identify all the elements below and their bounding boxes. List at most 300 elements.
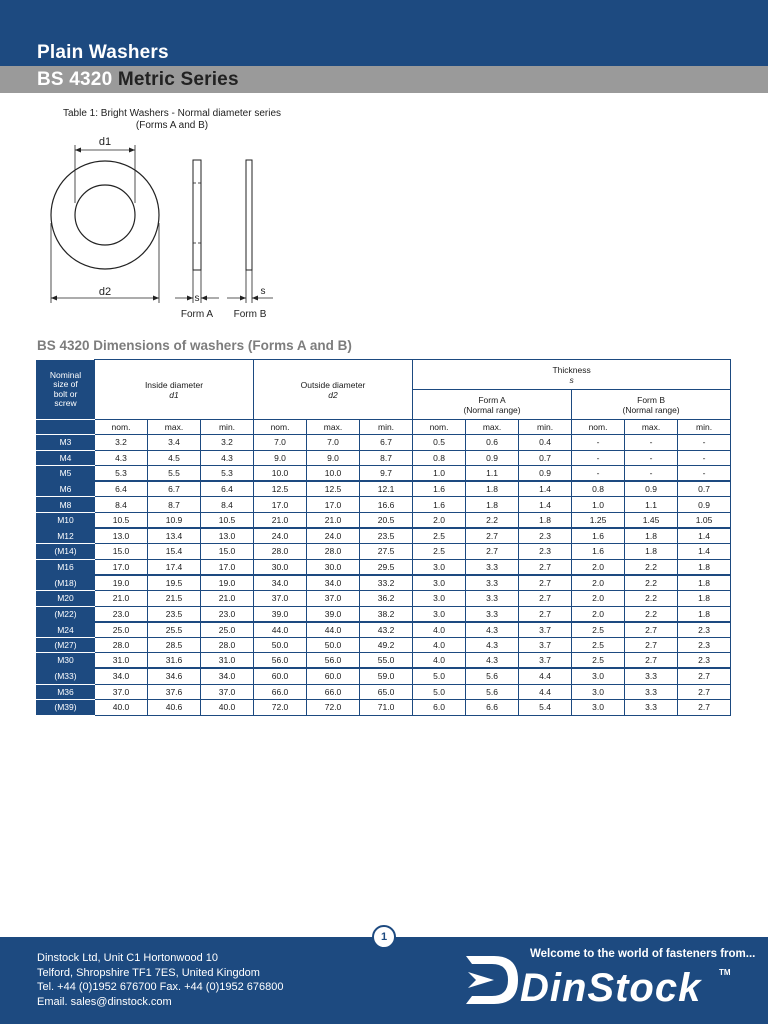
table-cell: 5.4 bbox=[519, 700, 572, 716]
bolt-size-cell: (M18) bbox=[37, 575, 95, 591]
table-cell: 2.5 bbox=[572, 622, 625, 638]
bolt-size-cell: M4 bbox=[37, 450, 95, 466]
table-cell: 3.0 bbox=[572, 684, 625, 700]
series-name: Metric Series bbox=[117, 69, 239, 90]
table-row bbox=[37, 668, 731, 684]
table-cell: 2.7 bbox=[625, 637, 678, 653]
table-cell: 7.0 bbox=[254, 435, 307, 451]
table-cell: 21.5 bbox=[148, 590, 201, 606]
table-row bbox=[37, 528, 731, 544]
table-cell: 3.7 bbox=[519, 622, 572, 638]
bolt-size-cell: M20 bbox=[37, 590, 95, 606]
table-cell: 3.3 bbox=[625, 700, 678, 716]
table-cell: 4.4 bbox=[519, 684, 572, 700]
table-cell: 28.0 bbox=[307, 544, 360, 560]
table-cell: 0.9 bbox=[625, 481, 678, 497]
table-cell: 2.0 bbox=[572, 559, 625, 575]
col-header-inside-diameter: Inside diameter d1 bbox=[95, 360, 254, 420]
table-cell: 21.0 bbox=[95, 590, 148, 606]
bolt-size-cell: M5 bbox=[37, 466, 95, 482]
table-row bbox=[37, 512, 731, 528]
table-cell: - bbox=[625, 450, 678, 466]
table-cell: 3.3 bbox=[466, 606, 519, 622]
bolt-size-cell: M16 bbox=[37, 559, 95, 575]
table-row bbox=[37, 637, 731, 653]
table-cell: - bbox=[678, 466, 731, 482]
table-cell: 43.2 bbox=[360, 622, 413, 638]
table-cell: 2.2 bbox=[466, 512, 519, 528]
table-cell: 10.9 bbox=[148, 512, 201, 528]
table-cell: - bbox=[625, 435, 678, 451]
table-cell: 71.0 bbox=[360, 700, 413, 716]
table-row bbox=[37, 700, 731, 716]
table-cell: 1.8 bbox=[678, 590, 731, 606]
table-cell: 3.3 bbox=[466, 590, 519, 606]
table-cell: 2.3 bbox=[678, 622, 731, 638]
table-cell: 0.9 bbox=[678, 497, 731, 513]
table-cell: 23.0 bbox=[95, 606, 148, 622]
table-cell: 2.7 bbox=[466, 528, 519, 544]
table-cell: 8.7 bbox=[148, 497, 201, 513]
table-cell: 2.5 bbox=[572, 637, 625, 653]
table-cell: 1.45 bbox=[625, 512, 678, 528]
table-cell: 9.0 bbox=[254, 450, 307, 466]
diagram-caption-line-2: (Forms A and B) bbox=[135, 120, 209, 131]
table-cell: 25.0 bbox=[95, 622, 148, 638]
table-cell: 4.0 bbox=[413, 653, 466, 669]
table-cell: 66.0 bbox=[254, 684, 307, 700]
table-cell: 1.8 bbox=[466, 481, 519, 497]
table-cell: 0.9 bbox=[466, 450, 519, 466]
table-cell: 10.0 bbox=[307, 466, 360, 482]
table-cell: 4.0 bbox=[413, 622, 466, 638]
table-cell: 1.8 bbox=[625, 544, 678, 560]
table-cell: 24.0 bbox=[307, 528, 360, 544]
sub-header-cell: max. bbox=[625, 420, 678, 435]
bolt-size-cell: M6 bbox=[37, 481, 95, 497]
table-cell: 1.6 bbox=[572, 544, 625, 560]
table-cell: 4.3 bbox=[201, 450, 254, 466]
table-cell: 3.2 bbox=[95, 435, 148, 451]
table-cell: 2.0 bbox=[572, 606, 625, 622]
table-cell: 3.0 bbox=[413, 606, 466, 622]
table-cell: 4.3 bbox=[466, 637, 519, 653]
table-cell: - bbox=[572, 435, 625, 451]
sub-header-cell: nom. bbox=[413, 420, 466, 435]
table-cell: 44.0 bbox=[307, 622, 360, 638]
table-cell: 50.0 bbox=[307, 637, 360, 653]
table-cell: 38.2 bbox=[360, 606, 413, 622]
table-cell: 2.7 bbox=[678, 684, 731, 700]
table-cell: 4.3 bbox=[466, 653, 519, 669]
bolt-size-cell: M3 bbox=[37, 435, 95, 451]
table-cell: 0.5 bbox=[413, 435, 466, 451]
dinstock-emblem-icon bbox=[460, 952, 520, 1008]
table-cell: 39.0 bbox=[254, 606, 307, 622]
address-line-3: Tel. +44 (0)1952 676700 Fax. +44 (0)1952 676800 bbox=[37, 981, 284, 993]
washer-inner-circle bbox=[75, 185, 135, 245]
table-body bbox=[37, 435, 731, 716]
table-cell: 2.2 bbox=[625, 575, 678, 591]
table-cell: 50.0 bbox=[254, 637, 307, 653]
sub-header-cell: min. bbox=[201, 420, 254, 435]
table-cell: 6.7 bbox=[148, 481, 201, 497]
table-cell: 31.0 bbox=[201, 653, 254, 669]
table-cell: 2.2 bbox=[625, 606, 678, 622]
table-row bbox=[37, 622, 731, 638]
table-cell: 30.0 bbox=[307, 559, 360, 575]
table-cell: 2.7 bbox=[519, 559, 572, 575]
table-row bbox=[37, 590, 731, 606]
table-cell: 28.5 bbox=[148, 637, 201, 653]
table-cell: 17.4 bbox=[148, 559, 201, 575]
table-cell: 2.3 bbox=[678, 637, 731, 653]
table-row bbox=[37, 544, 731, 560]
table-cell: 28.0 bbox=[95, 637, 148, 653]
table-cell: 31.6 bbox=[148, 653, 201, 669]
table-cell: 15.0 bbox=[95, 544, 148, 560]
table-cell: 1.1 bbox=[466, 466, 519, 482]
sub-header-cell: nom. bbox=[254, 420, 307, 435]
table-cell: 25.5 bbox=[148, 622, 201, 638]
table-cell: 3.3 bbox=[625, 668, 678, 684]
col-header-outside-diameter: Outside diameter d2 bbox=[254, 360, 413, 420]
table-cell: 2.5 bbox=[413, 528, 466, 544]
table-cell: 10.0 bbox=[254, 466, 307, 482]
table-cell: 2.7 bbox=[678, 700, 731, 716]
table-cell: 1.6 bbox=[413, 481, 466, 497]
bolt-size-cell: M24 bbox=[37, 622, 95, 638]
col-header-form-a: Form A (Normal range) bbox=[413, 390, 572, 420]
table-row bbox=[37, 466, 731, 482]
table-cell: 7.0 bbox=[307, 435, 360, 451]
table-cell: 4.0 bbox=[413, 637, 466, 653]
table-row bbox=[37, 606, 731, 622]
table-cell: 24.0 bbox=[254, 528, 307, 544]
table-cell: 1.05 bbox=[678, 512, 731, 528]
table-cell: 3.0 bbox=[413, 559, 466, 575]
table-cell: 31.0 bbox=[95, 653, 148, 669]
table-cell: 20.5 bbox=[360, 512, 413, 528]
table-cell: 3.0 bbox=[413, 590, 466, 606]
table-cell: 0.7 bbox=[678, 481, 731, 497]
table-cell: 5.3 bbox=[201, 466, 254, 482]
form-b-profile bbox=[246, 160, 252, 270]
table-cell: 19.0 bbox=[201, 575, 254, 591]
table-cell: 33.2 bbox=[360, 575, 413, 591]
table-cell: 2.7 bbox=[466, 544, 519, 560]
table-cell: 34.0 bbox=[201, 668, 254, 684]
table-cell: 6.0 bbox=[413, 700, 466, 716]
table-cell: 8.7 bbox=[360, 450, 413, 466]
table-cell: 3.7 bbox=[519, 637, 572, 653]
address-line-1: Dinstock Ltd, Unit C1 Hortonwood 10 bbox=[37, 952, 218, 964]
table-cell: 1.25 bbox=[572, 512, 625, 528]
sub-header-row bbox=[37, 420, 731, 435]
sub-header-cell: max. bbox=[307, 420, 360, 435]
table-cell: 40.0 bbox=[95, 700, 148, 716]
sub-header-cell: max. bbox=[148, 420, 201, 435]
table-cell: 13.0 bbox=[95, 528, 148, 544]
washer-outer-circle bbox=[51, 161, 159, 269]
col-header-form-b: Form B (Normal range) bbox=[572, 390, 731, 420]
table-cell: 12.5 bbox=[254, 481, 307, 497]
table-cell: 1.8 bbox=[519, 512, 572, 528]
table-cell: 40.0 bbox=[201, 700, 254, 716]
table-cell: 0.8 bbox=[413, 450, 466, 466]
table-cell: 17.0 bbox=[254, 497, 307, 513]
form-a-label: Form A bbox=[180, 309, 214, 320]
table-cell: 15.4 bbox=[148, 544, 201, 560]
table-cell: 2.7 bbox=[519, 590, 572, 606]
table-cell: 37.0 bbox=[95, 684, 148, 700]
table-cell: 2.5 bbox=[572, 653, 625, 669]
table-cell: 17.0 bbox=[201, 559, 254, 575]
d1-label: d1 bbox=[98, 136, 112, 148]
table-cell: 2.7 bbox=[625, 622, 678, 638]
form-a-profile bbox=[193, 160, 201, 270]
table-cell: 0.6 bbox=[466, 435, 519, 451]
table-cell: 0.9 bbox=[519, 466, 572, 482]
table-cell: 4.5 bbox=[148, 450, 201, 466]
table-cell: 1.8 bbox=[678, 606, 731, 622]
table-row bbox=[37, 575, 731, 591]
bolt-size-cell: (M33) bbox=[37, 668, 95, 684]
bolt-size-cell: M36 bbox=[37, 684, 95, 700]
table-cell: 2.3 bbox=[519, 544, 572, 560]
table-cell: 10.5 bbox=[95, 512, 148, 528]
section-heading: BS 4320 Dimensions of washers (Forms A and B) bbox=[37, 338, 352, 353]
table-cell: 1.1 bbox=[625, 497, 678, 513]
table-cell: 5.0 bbox=[413, 684, 466, 700]
table-row bbox=[37, 684, 731, 700]
bolt-size-cell: (M22) bbox=[37, 606, 95, 622]
table-cell: 13.4 bbox=[148, 528, 201, 544]
table-cell: 28.0 bbox=[254, 544, 307, 560]
table-cell: 23.5 bbox=[148, 606, 201, 622]
page-subtitle bbox=[37, 69, 239, 91]
col-header-size: Nominal size of bolt or screw bbox=[37, 360, 95, 420]
table-cell: 1.0 bbox=[413, 466, 466, 482]
table-cell: 29.5 bbox=[360, 559, 413, 575]
table-cell: 60.0 bbox=[254, 668, 307, 684]
table-cell: 30.0 bbox=[254, 559, 307, 575]
table-cell: 72.0 bbox=[254, 700, 307, 716]
table-cell: 39.0 bbox=[307, 606, 360, 622]
table-cell: 8.4 bbox=[95, 497, 148, 513]
bolt-size-cell: (M27) bbox=[37, 637, 95, 653]
welcome-tagline: Welcome to the world of fasteners from... bbox=[530, 948, 756, 960]
table-cell: 17.0 bbox=[95, 559, 148, 575]
table-cell: - bbox=[678, 450, 731, 466]
table-cell: 36.2 bbox=[360, 590, 413, 606]
table-cell: 5.0 bbox=[413, 668, 466, 684]
table-cell: 34.0 bbox=[95, 668, 148, 684]
table-cell: 21.0 bbox=[307, 512, 360, 528]
table-cell: 3.0 bbox=[413, 575, 466, 591]
table-cell: 0.8 bbox=[572, 481, 625, 497]
table-cell: 1.6 bbox=[413, 497, 466, 513]
table-cell: 12.1 bbox=[360, 481, 413, 497]
sub-header-cell: min. bbox=[678, 420, 731, 435]
table-cell: 2.7 bbox=[519, 606, 572, 622]
table-cell: 19.5 bbox=[148, 575, 201, 591]
table-cell: 1.4 bbox=[678, 528, 731, 544]
table-row bbox=[37, 497, 731, 513]
table-cell: 3.2 bbox=[201, 435, 254, 451]
table-cell: 5.6 bbox=[466, 684, 519, 700]
table-cell: - bbox=[572, 450, 625, 466]
company-address bbox=[37, 951, 283, 1009]
table-cell: 15.0 bbox=[201, 544, 254, 560]
table-cell: 27.5 bbox=[360, 544, 413, 560]
table-cell: 2.2 bbox=[625, 590, 678, 606]
table-cell: 4.4 bbox=[519, 668, 572, 684]
washer-drawing bbox=[37, 105, 337, 325]
dimensions-table bbox=[36, 359, 731, 716]
address-line-4: Email. sales@dinstock.com bbox=[37, 995, 172, 1008]
table-cell: 37.6 bbox=[148, 684, 201, 700]
table-cell: 37.0 bbox=[307, 590, 360, 606]
table-cell: 5.3 bbox=[95, 466, 148, 482]
d2-label: d2 bbox=[98, 286, 112, 298]
table-cell: 59.0 bbox=[360, 668, 413, 684]
sub-header-cell: nom. bbox=[95, 420, 148, 435]
table-cell: 34.6 bbox=[148, 668, 201, 684]
trademark-mark: TM bbox=[719, 968, 731, 977]
table-cell: 23.5 bbox=[360, 528, 413, 544]
table-row bbox=[37, 559, 731, 575]
bolt-size-cell: M10 bbox=[37, 512, 95, 528]
diagram-caption-line-1: Table 1: Bright Washers - Normal diameter series bbox=[62, 108, 282, 119]
table-cell: 2.7 bbox=[678, 668, 731, 684]
table-cell: 2.5 bbox=[413, 544, 466, 560]
table-cell: 6.4 bbox=[201, 481, 254, 497]
table-cell: 12.5 bbox=[307, 481, 360, 497]
sub-header-cell: nom. bbox=[572, 420, 625, 435]
table-cell: 66.0 bbox=[307, 684, 360, 700]
bolt-size-cell: M12 bbox=[37, 528, 95, 544]
table-cell: 49.2 bbox=[360, 637, 413, 653]
page-number: 1 bbox=[372, 925, 396, 949]
table-cell: 2.2 bbox=[625, 559, 678, 575]
col-header-thickness: Thickness s bbox=[413, 360, 731, 390]
page-title: Plain Washers bbox=[37, 42, 169, 63]
sub-header-cell: max. bbox=[466, 420, 519, 435]
washer-diagram bbox=[37, 105, 337, 325]
bolt-size-cell: (M14) bbox=[37, 544, 95, 560]
table-cell: 55.0 bbox=[360, 653, 413, 669]
table-cell: 8.4 bbox=[201, 497, 254, 513]
table-cell: 1.6 bbox=[572, 528, 625, 544]
table-cell: 4.3 bbox=[466, 622, 519, 638]
table-cell: 1.8 bbox=[678, 575, 731, 591]
table-cell: 3.3 bbox=[466, 559, 519, 575]
table-cell: 0.4 bbox=[519, 435, 572, 451]
table-cell: 13.0 bbox=[201, 528, 254, 544]
table-cell: 23.0 bbox=[201, 606, 254, 622]
table-row bbox=[37, 481, 731, 497]
form-a-s-label: s bbox=[194, 293, 200, 304]
table-cell: 16.6 bbox=[360, 497, 413, 513]
table-cell: 1.0 bbox=[572, 497, 625, 513]
table-cell: - bbox=[678, 435, 731, 451]
dinstock-logo-text: DinStock bbox=[520, 966, 702, 1010]
table-cell: 3.0 bbox=[572, 700, 625, 716]
table-cell: 37.0 bbox=[201, 684, 254, 700]
table-cell: 6.7 bbox=[360, 435, 413, 451]
table-cell: 40.6 bbox=[148, 700, 201, 716]
bolt-size-cell: M30 bbox=[37, 653, 95, 669]
table-cell: 37.0 bbox=[254, 590, 307, 606]
table-cell: - bbox=[572, 466, 625, 482]
table-cell: 2.0 bbox=[572, 590, 625, 606]
table-cell: 9.7 bbox=[360, 466, 413, 482]
table-cell: 5.5 bbox=[148, 466, 201, 482]
sub-header-cell: min. bbox=[519, 420, 572, 435]
table-cell: 3.4 bbox=[148, 435, 201, 451]
table-row bbox=[37, 450, 731, 466]
table-cell: 3.0 bbox=[572, 668, 625, 684]
table-cell: 10.5 bbox=[201, 512, 254, 528]
table-cell: 21.0 bbox=[201, 590, 254, 606]
table-row bbox=[37, 435, 731, 451]
table-cell: 1.8 bbox=[466, 497, 519, 513]
bolt-size-cell: (M39) bbox=[37, 700, 95, 716]
table-row bbox=[37, 653, 731, 669]
table-cell: 1.8 bbox=[678, 559, 731, 575]
table-cell: 65.0 bbox=[360, 684, 413, 700]
table-cell: 28.0 bbox=[201, 637, 254, 653]
table-cell: - bbox=[625, 466, 678, 482]
table-cell: 3.3 bbox=[466, 575, 519, 591]
sub-header-blank bbox=[37, 420, 95, 435]
table-cell: 2.3 bbox=[678, 653, 731, 669]
table-cell: 34.0 bbox=[254, 575, 307, 591]
table-cell: 1.4 bbox=[519, 481, 572, 497]
form-b-s-label: s bbox=[260, 286, 266, 297]
table-cell: 25.0 bbox=[201, 622, 254, 638]
table-cell: 72.0 bbox=[307, 700, 360, 716]
table-cell: 2.0 bbox=[413, 512, 466, 528]
table-cell: 9.0 bbox=[307, 450, 360, 466]
table-cell: 4.3 bbox=[95, 450, 148, 466]
bolt-size-cell: M8 bbox=[37, 497, 95, 513]
table-cell: 34.0 bbox=[307, 575, 360, 591]
table-cell: 5.6 bbox=[466, 668, 519, 684]
table-cell: 56.0 bbox=[307, 653, 360, 669]
table-cell: 56.0 bbox=[254, 653, 307, 669]
table-cell: 19.0 bbox=[95, 575, 148, 591]
table-cell: 3.7 bbox=[519, 653, 572, 669]
table-cell: 6.4 bbox=[95, 481, 148, 497]
table-cell: 17.0 bbox=[307, 497, 360, 513]
table-cell: 2.3 bbox=[519, 528, 572, 544]
table-cell: 2.0 bbox=[572, 575, 625, 591]
table-cell: 0.7 bbox=[519, 450, 572, 466]
table-cell: 21.0 bbox=[254, 512, 307, 528]
sub-header-cell: min. bbox=[360, 420, 413, 435]
form-b-label: Form B bbox=[233, 309, 267, 320]
table-cell: 2.7 bbox=[519, 575, 572, 591]
table-cell: 3.3 bbox=[625, 684, 678, 700]
standard-code: BS 4320 bbox=[37, 69, 113, 90]
address-line-2: Telford, Shropshire TF1 7ES, United Kingdom bbox=[37, 966, 260, 979]
table-cell: 1.8 bbox=[625, 528, 678, 544]
table-cell: 6.6 bbox=[466, 700, 519, 716]
table-cell: 60.0 bbox=[307, 668, 360, 684]
table-cell: 2.7 bbox=[625, 653, 678, 669]
